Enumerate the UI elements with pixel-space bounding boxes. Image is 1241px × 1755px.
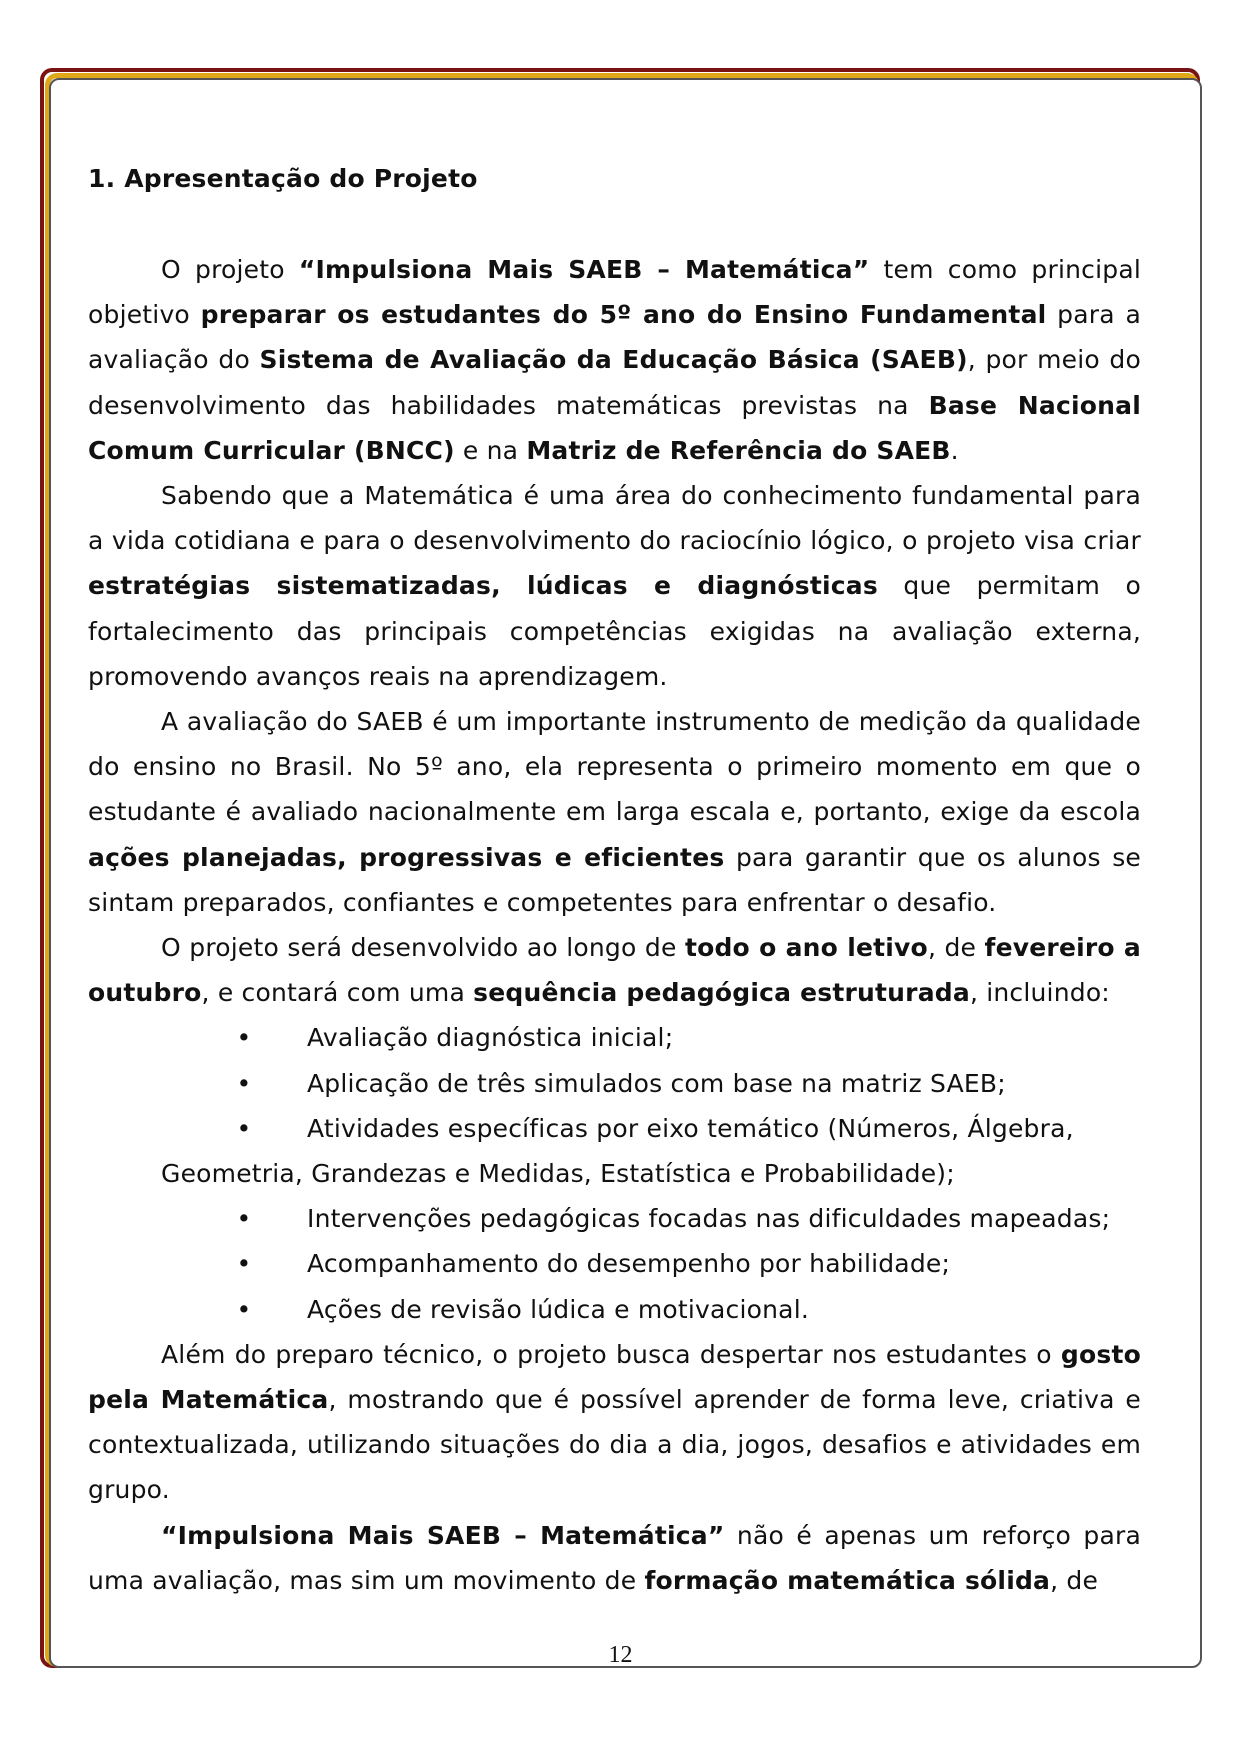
paragraph-5 xyxy=(88,1332,1141,1513)
p3-bold-actions: ações planejadas, progressivas e eficientes xyxy=(88,842,725,872)
p1-bold-project-name: “Impulsiona Mais SAEB – Matemática” xyxy=(298,255,870,284)
p1-bold-matriz: Matriz de Referência do SAEB xyxy=(526,435,951,465)
list-item xyxy=(88,1106,1141,1196)
p5-bold-taste: gosto pela Matemática xyxy=(88,1339,1141,1415)
activities-list xyxy=(88,1015,1141,1331)
p4-text-a: O projeto será desenvolvido ao longo de xyxy=(161,933,685,963)
p5-text-a: Além do preparo técnico, o projeto busca despertar nos estudantes o xyxy=(161,1339,1061,1369)
p3-text-a: A avaliação do SAEB é um importante instrumento de medição da qualidade do ensino no Brasil. No 5º ano, ela representa o primeiro momento em que o estudante é avaliado nacionalmente em larga escala e, portanto, exige da escola xyxy=(88,707,1141,827)
list-item-text: Ações de revisão lúdica e motivacional. xyxy=(307,1294,809,1324)
list-item xyxy=(88,1287,1141,1332)
p1-text-a: O projeto xyxy=(161,255,299,284)
p4-text-e: , incluindo: xyxy=(969,978,1110,1008)
p3-text-c: para garantir que os alunos se sintam preparados, confiantes e competentes para enfrentar o desafio. xyxy=(88,842,1141,917)
list-item xyxy=(88,1196,1141,1241)
paragraph-3 xyxy=(88,699,1141,925)
paragraph-2 xyxy=(88,473,1141,699)
bullet-icon: • xyxy=(236,1113,252,1143)
p4-bold-sequence: sequência pedagógica estruturada xyxy=(473,978,970,1008)
p1-text-d: para a avaliação do xyxy=(88,300,1142,375)
list-item-text: Acompanhamento do desempenho por habilidade; xyxy=(307,1249,951,1279)
document-body xyxy=(88,156,1141,1603)
p4-text-d: , e contará com uma xyxy=(201,978,474,1008)
section-title: 1. Apresentação do Projeto xyxy=(88,164,478,193)
p4-bold-school-year: todo o ano letivo xyxy=(684,933,928,963)
p1-bold-objective: preparar os estudantes do 5º ano do Ensino Fundamental xyxy=(200,300,1047,330)
p2-text-a: Sabendo que a Matemática é uma área do conhecimento fundamental para a vida cotidiana e para o desenvolvimento do raciocínio lógico, o projeto visa criar xyxy=(88,481,1141,556)
list-item xyxy=(88,1061,1141,1106)
p4-text-c: , de xyxy=(927,933,985,963)
p6-text-a: não é apenas um reforço para uma avaliação, mas sim um movimento de xyxy=(88,1520,1141,1595)
p4-bold-period: fevereiro a outubro xyxy=(88,933,1141,1008)
list-item-text: Aplicação de três simulados com base na matriz SAEB; xyxy=(307,1068,1006,1098)
p2-bold-strategies: estratégias sistematizadas, lúdicas e diagnósticas xyxy=(88,571,878,601)
p1-text-g: . xyxy=(950,435,959,465)
bullet-icon: • xyxy=(236,1249,252,1279)
p6-bold-formation: formação matemática sólida xyxy=(644,1565,1051,1595)
list-item-text: Intervenções pedagógicas focadas nas dificuldades mapeadas; xyxy=(307,1204,1111,1234)
p2-text-c: que permitam o fortalecimento das principais competências exigidas na avaliação externa, promovendo avanços reais na aprendizagem. xyxy=(88,571,1141,691)
bullet-icon: • xyxy=(236,1023,252,1053)
p6-text-c: , de xyxy=(1050,1565,1099,1595)
bullet-icon: • xyxy=(236,1204,252,1234)
bullet-icon: • xyxy=(236,1068,252,1098)
bullet-icon: • xyxy=(236,1294,252,1324)
list-item xyxy=(88,1241,1141,1286)
paragraph-6 xyxy=(88,1513,1141,1603)
p6-bold-project-name: “Impulsiona Mais SAEB – Matemática” xyxy=(161,1520,725,1550)
p1-text-f: e na xyxy=(454,435,527,465)
p1-bold-saeb: Sistema de Avaliação da Educação Básica (SAEB) xyxy=(259,345,968,375)
list-item-text: Atividades específicas por eixo temático (Números, Álgebra, xyxy=(307,1113,1074,1143)
list-item-text-continued: Geometria, Grandezas e Medidas, Estatística e Probabilidade); xyxy=(161,1159,955,1189)
list-item xyxy=(88,1015,1141,1060)
p5-text-c: , mostrando que é possível aprender de forma leve, criativa e contextualizada, utilizando situações do dia a dia, jogos, desafios e atividades em grupo. xyxy=(88,1385,1141,1505)
paragraph-4 xyxy=(88,925,1141,1015)
page-number: 12 xyxy=(608,1642,633,1668)
list-item-text: Avaliação diagnóstica inicial; xyxy=(307,1023,674,1053)
paragraph-1 xyxy=(88,247,1141,473)
p1-text-c: tem como principal objetivo xyxy=(88,255,1141,330)
p1-text-e: , por meio do desenvolvimento das habilidades matemáticas previstas na xyxy=(88,345,1141,420)
p1-bold-bncc: Base Nacional Comum Curricular (BNCC) xyxy=(88,390,1141,465)
